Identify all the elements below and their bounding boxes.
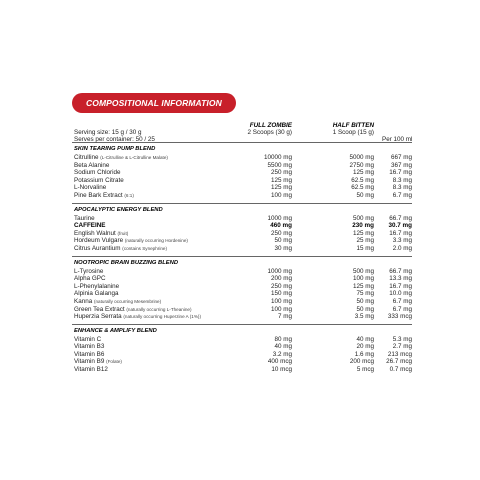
per-100ml-amount: 10.0 mg — [389, 290, 412, 298]
ingredient-name: Citrus Aurantium — [74, 244, 121, 252]
half-bitten-amount: 5 mcg — [356, 366, 374, 374]
ingredient-name: Kanna — [74, 297, 93, 305]
full-zombie-amount: 5500 mg — [267, 161, 292, 169]
ingredient-note: (fruit) — [117, 230, 129, 236]
per-100ml-amount: 66.7 mg — [389, 214, 412, 222]
table-row — [72, 177, 412, 185]
half-bitten-amount: 125 mg — [352, 282, 374, 290]
blend-section — [72, 204, 412, 257]
full-zombie-amount: 7 mg — [278, 313, 292, 321]
ingredient-name: Alpha GPC — [74, 275, 106, 283]
full-zombie-amount: 30 mg — [274, 244, 292, 252]
ingredient-name: Taurine — [74, 214, 95, 222]
full-zombie-amount: 1000 mg — [267, 214, 292, 222]
table-row — [72, 351, 412, 359]
per-100ml-amount: 8.3 mg — [392, 176, 412, 184]
blend-title: NOOTROPIC BRAIN BUZZING BLEND — [74, 259, 179, 266]
table-row — [72, 343, 412, 351]
half-bitten-amount: 1.6 mg — [354, 350, 374, 358]
full-zombie-amount: 3.2 mg — [272, 350, 292, 358]
per-100ml-amount: 16.7 mg — [389, 282, 412, 290]
serves-per-container: Serves per container: 50 / 25 — [74, 136, 155, 144]
half-bitten-amount: 5000 mg — [349, 154, 374, 161]
full-zombie-amount: 10 mcg — [271, 366, 292, 374]
per-100ml-amount: 6.7 mg — [392, 305, 412, 313]
ingredient-name: Sodium Chloride — [74, 169, 121, 177]
half-bitten-amount: 20 mg — [356, 343, 374, 351]
compositional-information-panel — [72, 93, 412, 377]
per-100ml-amount: 2.7 mg — [392, 343, 412, 351]
full-zombie-amount: 100 mg — [270, 305, 292, 313]
ingredient-note: (naturally occurring Mesembrine) — [93, 298, 162, 304]
table-row — [72, 192, 412, 200]
half-bitten-amount: 3.5 mg — [354, 313, 374, 321]
per-100ml-amount: 16.7 mg — [389, 169, 412, 177]
serving-size: Serving size: 15 g / 30 g — [74, 129, 142, 137]
half-bitten-amount: 2750 mg — [349, 161, 374, 169]
table-row — [72, 336, 412, 344]
half-bitten-amount: 40 mg — [356, 335, 374, 343]
half-bitten-amount: 500 mg — [352, 267, 374, 275]
per-100ml-amount: 26.7 mcg — [386, 358, 412, 366]
ingredient-name: Vitamin B12 — [74, 366, 108, 374]
full-zombie-amount: 125 mg — [270, 176, 292, 184]
ingredient-name: CAFFEINE — [74, 222, 106, 230]
ingredient-note: (naturally occurring Hordenine) — [124, 238, 188, 244]
full-zombie-amount: 40 mg — [274, 343, 292, 351]
blend-title: SKIN TEARING PUMP BLEND — [74, 146, 156, 152]
ingredient-name: Vitamin B3 — [74, 343, 105, 351]
full-zombie-amount: 80 mg — [274, 335, 292, 343]
half-bitten-amount: 125 mg — [352, 229, 374, 237]
table-row — [72, 230, 412, 238]
per-100ml-amount: 3.3 mg — [392, 237, 412, 245]
table-row — [72, 215, 412, 223]
table-row — [72, 268, 412, 276]
table-row — [72, 313, 412, 321]
column-full-zombie: FULL ZOMBIE — [249, 122, 292, 129]
ingredient-name: Potassium Citrate — [74, 176, 124, 184]
table-row — [72, 358, 412, 366]
full-zombie-amount: 400 mcg — [267, 358, 292, 366]
table-row — [72, 298, 412, 306]
half-bitten-amount: 100 mg — [352, 275, 374, 283]
half-bitten-amount: 200 mcg — [349, 358, 374, 366]
full-zombie-amount: 10000 mg — [263, 154, 292, 161]
ingredient-name: Huperzia Serrata — [74, 313, 122, 321]
half-bitten-amount: 50 mg — [356, 191, 374, 199]
table-row — [72, 184, 412, 192]
column-full-zombie-sub: 2 Scoops (30 g) — [247, 129, 292, 137]
table-row — [72, 162, 412, 170]
column-half-bitten-sub: 1 Scoop (15 g) — [332, 129, 374, 137]
half-bitten-amount: 50 mg — [356, 297, 374, 305]
table-row — [72, 245, 412, 253]
table-row — [72, 306, 412, 314]
per-100ml-amount: 367 mg — [390, 161, 412, 169]
ingredient-name: Pine Bark Extract — [74, 191, 123, 199]
blend-title: ENHANCE & AMPLIFY BLEND — [74, 327, 157, 334]
ingredient-name: Vitamin B9 — [74, 358, 105, 366]
ingredient-name: Citrulline — [74, 154, 99, 161]
per-100ml-amount: 333 mcg — [387, 313, 412, 321]
full-zombie-amount: 200 mg — [270, 275, 292, 283]
half-bitten-amount: 75 mg — [356, 290, 374, 298]
per-100ml-amount: 13.3 mg — [389, 275, 412, 283]
ingredient-name: L-Phenylalanine — [74, 282, 120, 290]
column-per-100ml: Per 100 ml — [382, 136, 413, 144]
per-100ml-amount: 2.0 mg — [392, 244, 412, 252]
half-bitten-amount: 25 mg — [356, 237, 374, 245]
per-100ml-amount: 66.7 mg — [389, 267, 412, 275]
per-100ml-amount: 667 mg — [390, 154, 412, 161]
ingredient-name: Alpinia Galanga — [74, 290, 119, 298]
table-row — [72, 169, 412, 177]
ingredient-name: Beta Alanine — [74, 161, 110, 169]
half-bitten-amount: 500 mg — [352, 214, 374, 222]
full-zombie-amount: 250 mg — [270, 282, 292, 290]
half-bitten-amount: 15 mg — [356, 244, 374, 252]
blend-sections — [72, 143, 412, 377]
table-row — [72, 283, 412, 291]
table-row — [72, 154, 412, 162]
half-bitten-amount: 62.5 mg — [351, 176, 374, 184]
table-row — [72, 275, 412, 283]
full-zombie-amount: 100 mg — [270, 297, 292, 305]
full-zombie-amount: 460 mg — [270, 222, 292, 230]
blend-section — [72, 325, 412, 377]
half-bitten-amount: 62.5 mg — [351, 184, 374, 192]
per-100ml-amount: 0.7 mcg — [389, 366, 412, 374]
table-row — [72, 237, 412, 245]
table-header — [72, 122, 412, 143]
ingredient-name: Vitamin C — [74, 335, 102, 343]
ingredient-note: (contains Synephrine) — [122, 245, 167, 251]
per-100ml-amount: 8.3 mg — [392, 184, 412, 192]
per-100ml-amount: 6.7 mg — [392, 191, 412, 199]
ingredient-name: English Walnut — [74, 229, 116, 237]
ingredient-name: Hordeum Vulgare — [74, 237, 124, 245]
blend-section — [72, 143, 412, 204]
full-zombie-amount: 100 mg — [270, 191, 292, 199]
per-100ml-amount: 16.7 mg — [389, 229, 412, 237]
per-100ml-amount: 213 mcg — [387, 350, 412, 358]
blend-section — [72, 257, 412, 325]
ingredient-name: L-Norvaline — [74, 184, 107, 192]
per-100ml-amount: 6.7 mg — [392, 297, 412, 305]
table-row — [72, 222, 412, 230]
per-100ml-amount: 5.3 mg — [392, 335, 412, 343]
full-zombie-amount: 50 mg — [274, 237, 292, 245]
blend-title: APOCALYPTIC ENERGY BLEND — [74, 206, 163, 213]
table-row — [72, 290, 412, 298]
full-zombie-amount: 150 mg — [270, 290, 292, 298]
full-zombie-amount: 250 mg — [270, 229, 292, 237]
ingredient-note: (L-Citrulline & L-Citrulline Malate) — [100, 155, 168, 160]
full-zombie-amount: 125 mg — [270, 184, 292, 192]
ingredient-name: Vitamin B6 — [74, 350, 105, 358]
half-bitten-amount: 125 mg — [352, 169, 374, 177]
ingredient-note: (Folate) — [106, 359, 122, 365]
half-bitten-amount: 230 mg — [352, 222, 374, 230]
ingredient-name: Green Tea Extract — [74, 305, 125, 313]
table-row — [72, 366, 412, 374]
ingredient-note: (6:1) — [124, 192, 134, 198]
full-zombie-amount: 250 mg — [270, 169, 292, 177]
ingredient-note: (naturally occurring Huperzine A (1%)) — [123, 314, 201, 320]
ingredient-note: (naturally occurring L-Theanine) — [126, 306, 192, 312]
half-bitten-amount: 50 mg — [356, 305, 374, 313]
per-100ml-amount: 30.7 mg — [388, 222, 412, 230]
section-title-badge: COMPOSITIONAL INFORMATION — [72, 93, 236, 113]
column-half-bitten: HALF BITTEN — [332, 122, 374, 129]
full-zombie-amount: 1000 mg — [267, 267, 292, 275]
ingredient-name: L-Tyrosine — [74, 267, 104, 275]
